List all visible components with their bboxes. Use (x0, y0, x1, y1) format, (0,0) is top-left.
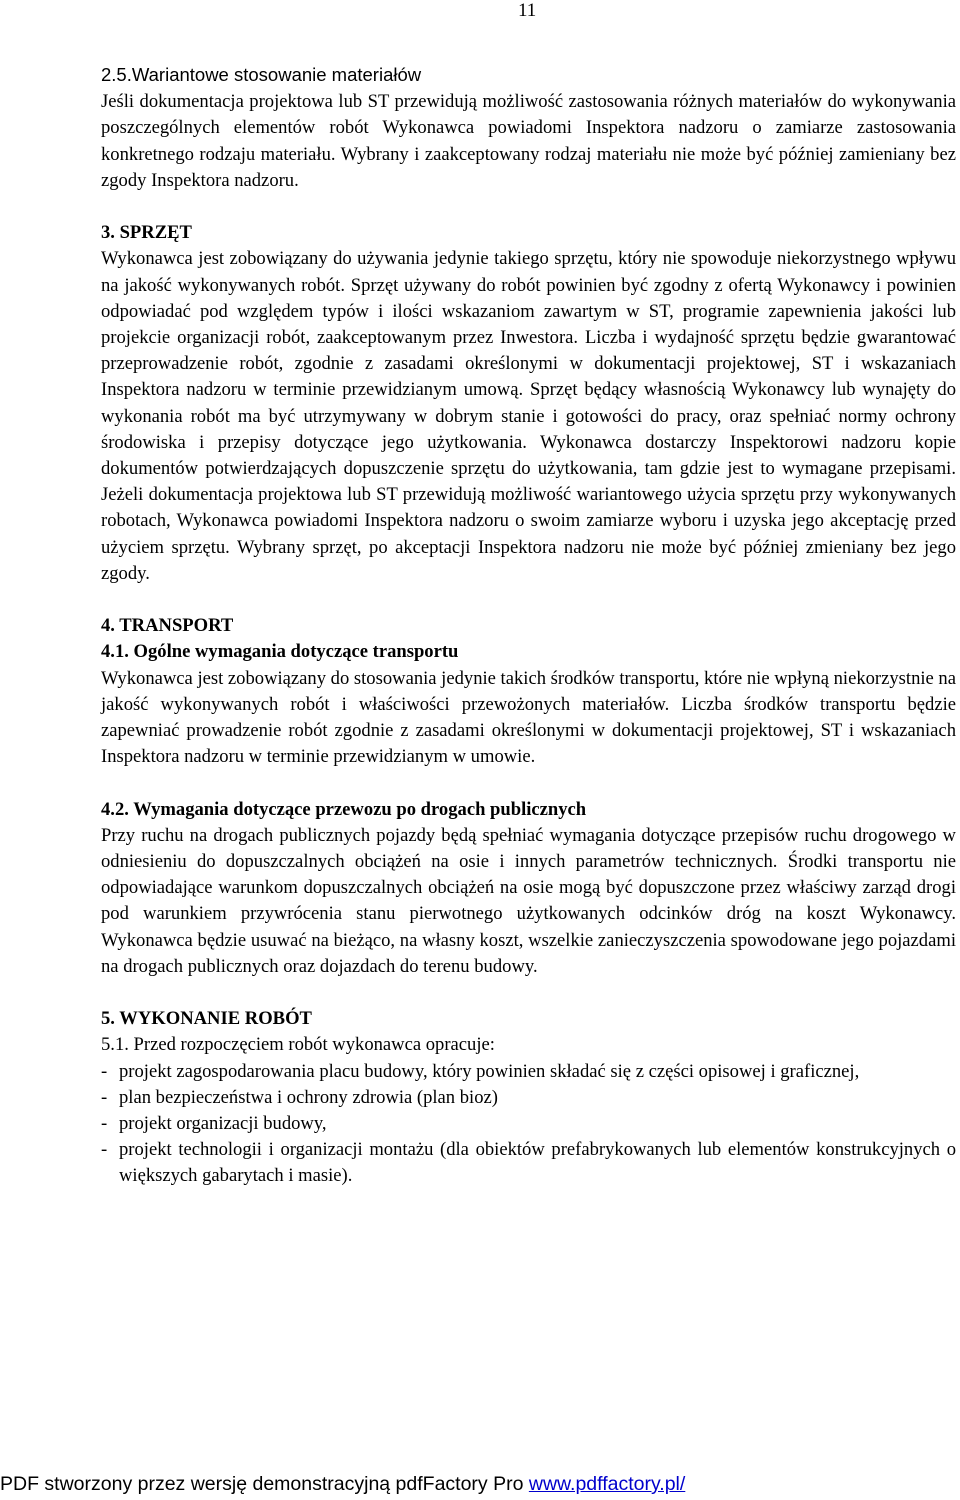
section-5-heading: 5. WYKONANIE ROBÓT (101, 1008, 312, 1030)
footer-text: PDF stworzony przez wersję demonstracyjną pdfFactory Pro (0, 1473, 529, 1495)
section-2-5-number: 2.5. (101, 64, 132, 85)
section-4-2-body: Przy ruchu na drogach publicznych pojazdy będą spełniać wymagania dotyczące przepisów ruchu drogowego w odniesieniu do dopuszczalnych obciążeń na osie i innych parametrów technicznych. Środki transportu nie odpowiadające warunkom dopuszczalnych obciążeń na osie mogą być dopuszczone przez właściwy zarząd drogi pod warunkiem przywrócenia stanu pierwotnego użytkowanych odcinków dróg na koszt Wykonawcy. Wykonawca będzie usuwać na bieżąco, na własny koszt, wszelkie zanieczyszczenia spowodowane jego pojazdami na drogach publicznych oraz dojazdach do terenu budowy. (101, 824, 956, 977)
section-2-5-title: Wariantowe stosowanie materiałów (131, 64, 422, 85)
section-5-1-list (101, 1059, 956, 1190)
document-body (101, 62, 956, 1190)
section-2-5-heading (101, 62, 956, 89)
list-item: - projekt organizacji budowy, (101, 1113, 327, 1135)
pdf-watermark-footer (0, 1471, 960, 1497)
section-4-1-body: Wykonawca jest zobowiązany do stosowania jedynie takich środków transportu, które nie wpłyną niekorzystnie na jakość wykonywanych robót i właściwości przewożonych materiałów. Liczba środków transportu będzie zapewniać prowadzenie robót zgodnie z zasadami określonymi w dokumentacji projektowej, ST i wskazaniach Inspektora nadzoru w terminie przewidzianym w umowie. (101, 667, 956, 768)
section-4-2-heading: 4.2. Wymagania dotyczące przewozu po drogach publicznych (101, 798, 587, 820)
list-item: - projekt zagospodarowania placu budowy, który powinien składać się z części opisowej i graficznej, (101, 1060, 860, 1082)
section-3-body: Wykonawca jest zobowiązany do używania jedynie takiego sprzętu, który nie spowoduje niekorzystnego wpływu na jakość wykonywanych robót. Sprzęt używany do robót powinien być zgodny z ofertą Wykonawcy i powinien odpowiadać pod względem typów i ilości wskazaniom zawartym w ST, programie zapewnienia jakości lub projekcie organizacji robót, zaakceptowanym przez Inwestora. Liczba i wydajność sprzętu będzie gwarantować przeprowadzenie robót, zgodnie z zasadami określonymi w dokumentacji projektowej, ST i wskazaniach Inspektora nadzoru w terminie przewidzianym umową. Sprzęt będący własnością Wykonawcy lub wynajęty do wykonania robót ma być utrzymywany w dobrym stanie i gotowości do pracy, oraz spełniać normy ochrony środowiska i przepisy dotyczące jego użytkowania. Wykonawca dostarczy Inspektorowi nadzoru kopie dokumentów potwierdzających dopuszczenie sprzętu do użytkowania, tam gdzie jest to wymagane przepisami. Jeżeli dokumentacja projektowa lub ST przewidują możliwość wariantowego użycia sprzętu przy wykonywanych robotach, Wykonawca powiadomi Inspektora nadzoru o swoim zamiarze wyboru i uzyska jego akceptację przed użyciem sprzętu. Wybrany sprzęt, po akceptacji Inspektora nadzoru nie może być później zmieniany bez jego zgody. (101, 248, 956, 584)
section-4-heading: 4. TRANSPORT (101, 615, 234, 637)
list-item: - plan bezpieczeństwa i ochrony zdrowia (plan bioz) (101, 1086, 498, 1108)
section-2-5-body: Jeśli dokumentacja projektowa lub ST przewidują możliwość zastosowania różnych materiałów do wykonywania poszczególnych elementów robót Wykonawca powiadomi Inspektora nadzoru o zamiarze zastosowania konkretnego rodzaju materiału. Wybrany i zaakceptowany rodzaj materiału nie może być później zamieniany bez zgody Inspektora nadzoru. (101, 91, 956, 191)
footer-link[interactable]: www.pdffactory.pl/ (528, 1473, 686, 1495)
section-3-heading: 3. SPRZĘT (101, 222, 192, 244)
list-item: - projekt technologii i organizacji montażu (dla obiektów prefabrykowanych lub elementów konstrukcyjnych o większych gabarytach i masie). (101, 1139, 956, 1187)
page-number: 11 (518, 0, 537, 21)
section-5-1-intro: 5.1. Przed rozpoczęciem robót wykonawca opracuje: (101, 1034, 495, 1056)
section-4-1-heading: 4.1. Ogólne wymagania dotyczące transportu (101, 641, 459, 663)
